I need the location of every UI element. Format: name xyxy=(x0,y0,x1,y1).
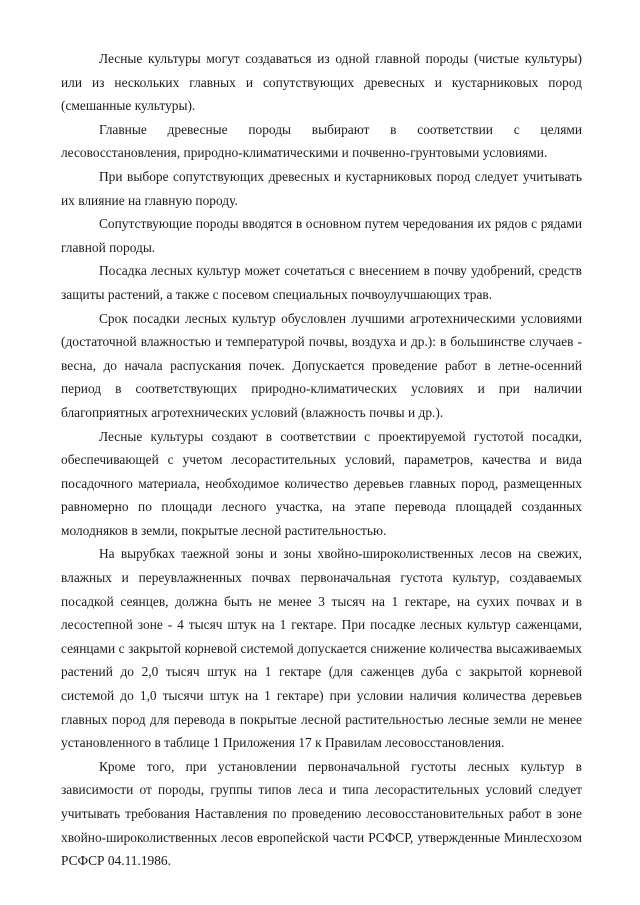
paragraph-3: При выборе сопутствующих древесных и кустарниковых пород следует учитывать их влияние на главную породу. xyxy=(61,168,582,208)
document-page xyxy=(61,47,582,873)
paragraph-9: Кроме того, при установлении первоначальной густоты лесных культур в зависимости от породы, группы типов леса и типа лесорастительных условий следует учитывать требования Наставления по проведению лесовосстановительных работ в зоне хвойно-широколиственных лесов европейской части РСФСР, утвержденные Минлесхозом РСФСР 04.11.1986. xyxy=(61,758,582,869)
paragraph-4: Сопутствующие породы вводятся в основном путем чередования их рядов с рядами главной породы. xyxy=(61,216,582,255)
paragraph-6: Срок посадки лесных культур обусловлен лучшими агротехническими условиями (достаточной влажностью и температурой почвы, воздуха и др.): в большинстве случаев - весна, до начала распускания почек. Допускается проведение работ в летне-осенний период в соответствующих природно-климатических условиях и при наличии благоприятных агротехнических условий (влажность почвы и др.). xyxy=(61,310,582,420)
paragraph-1: Лесные культуры могут создаваться из одной главной породы (чистые культуры) или из нескольких главных и сопутствующих древесных и кустарниковых пород (смешанные культуры). xyxy=(61,51,582,114)
paragraph-5: Посадка лесных культур может сочетаться с внесением в почву удобрений, средств защиты растений, а также с посевом специальных почвоулучшающих трав. xyxy=(61,263,582,302)
paragraph-8: На вырубках таежной зоны и зоны хвойно-широколиственных лесов на свежих, влажных и переувлажненных почвах первоначальная густота культур, создаваемых посадкой сеянцев, должна быть не менее 3 тысяч на 1 гектаре, на сухих почвах и в лесостепной зоне - 4 тысяч штук на 1 гектаре. При посадке лесных культур саженцами, сеянцами с закрытой корневой системой допускается снижение количества высаживаемых растений до 2,0 тысяч штук на 1 гектаре (для саженцев дуба с закрытой корневой системой до 1,0 тысячи штук на 1 гектаре) при условии наличия количества деревьев главных пород для перевода в покрытые лесной растительностью лесные земли не менее установленного в таблице 1 Приложения 17 к Правилам лесовосстановления. xyxy=(61,546,582,751)
paragraph-2: Главные древесные породы выбирают в соответствии с целями лесовосстановления, природно-климатическими и почвенно-грунтовыми условиями. xyxy=(61,121,582,161)
paragraph-7: Лесные культуры создают в соответствии с проектируемой густотой посадки, обеспечивающей с учетом лесорастительных условий, параметров, качества и вида посадочного материала, необходимое количество деревьев главных пород, размещенных равномерно по площади лесного участка, на этапе перевода площадей созданных молодняков в земли, покрытые лесной растительностью. xyxy=(61,428,582,538)
